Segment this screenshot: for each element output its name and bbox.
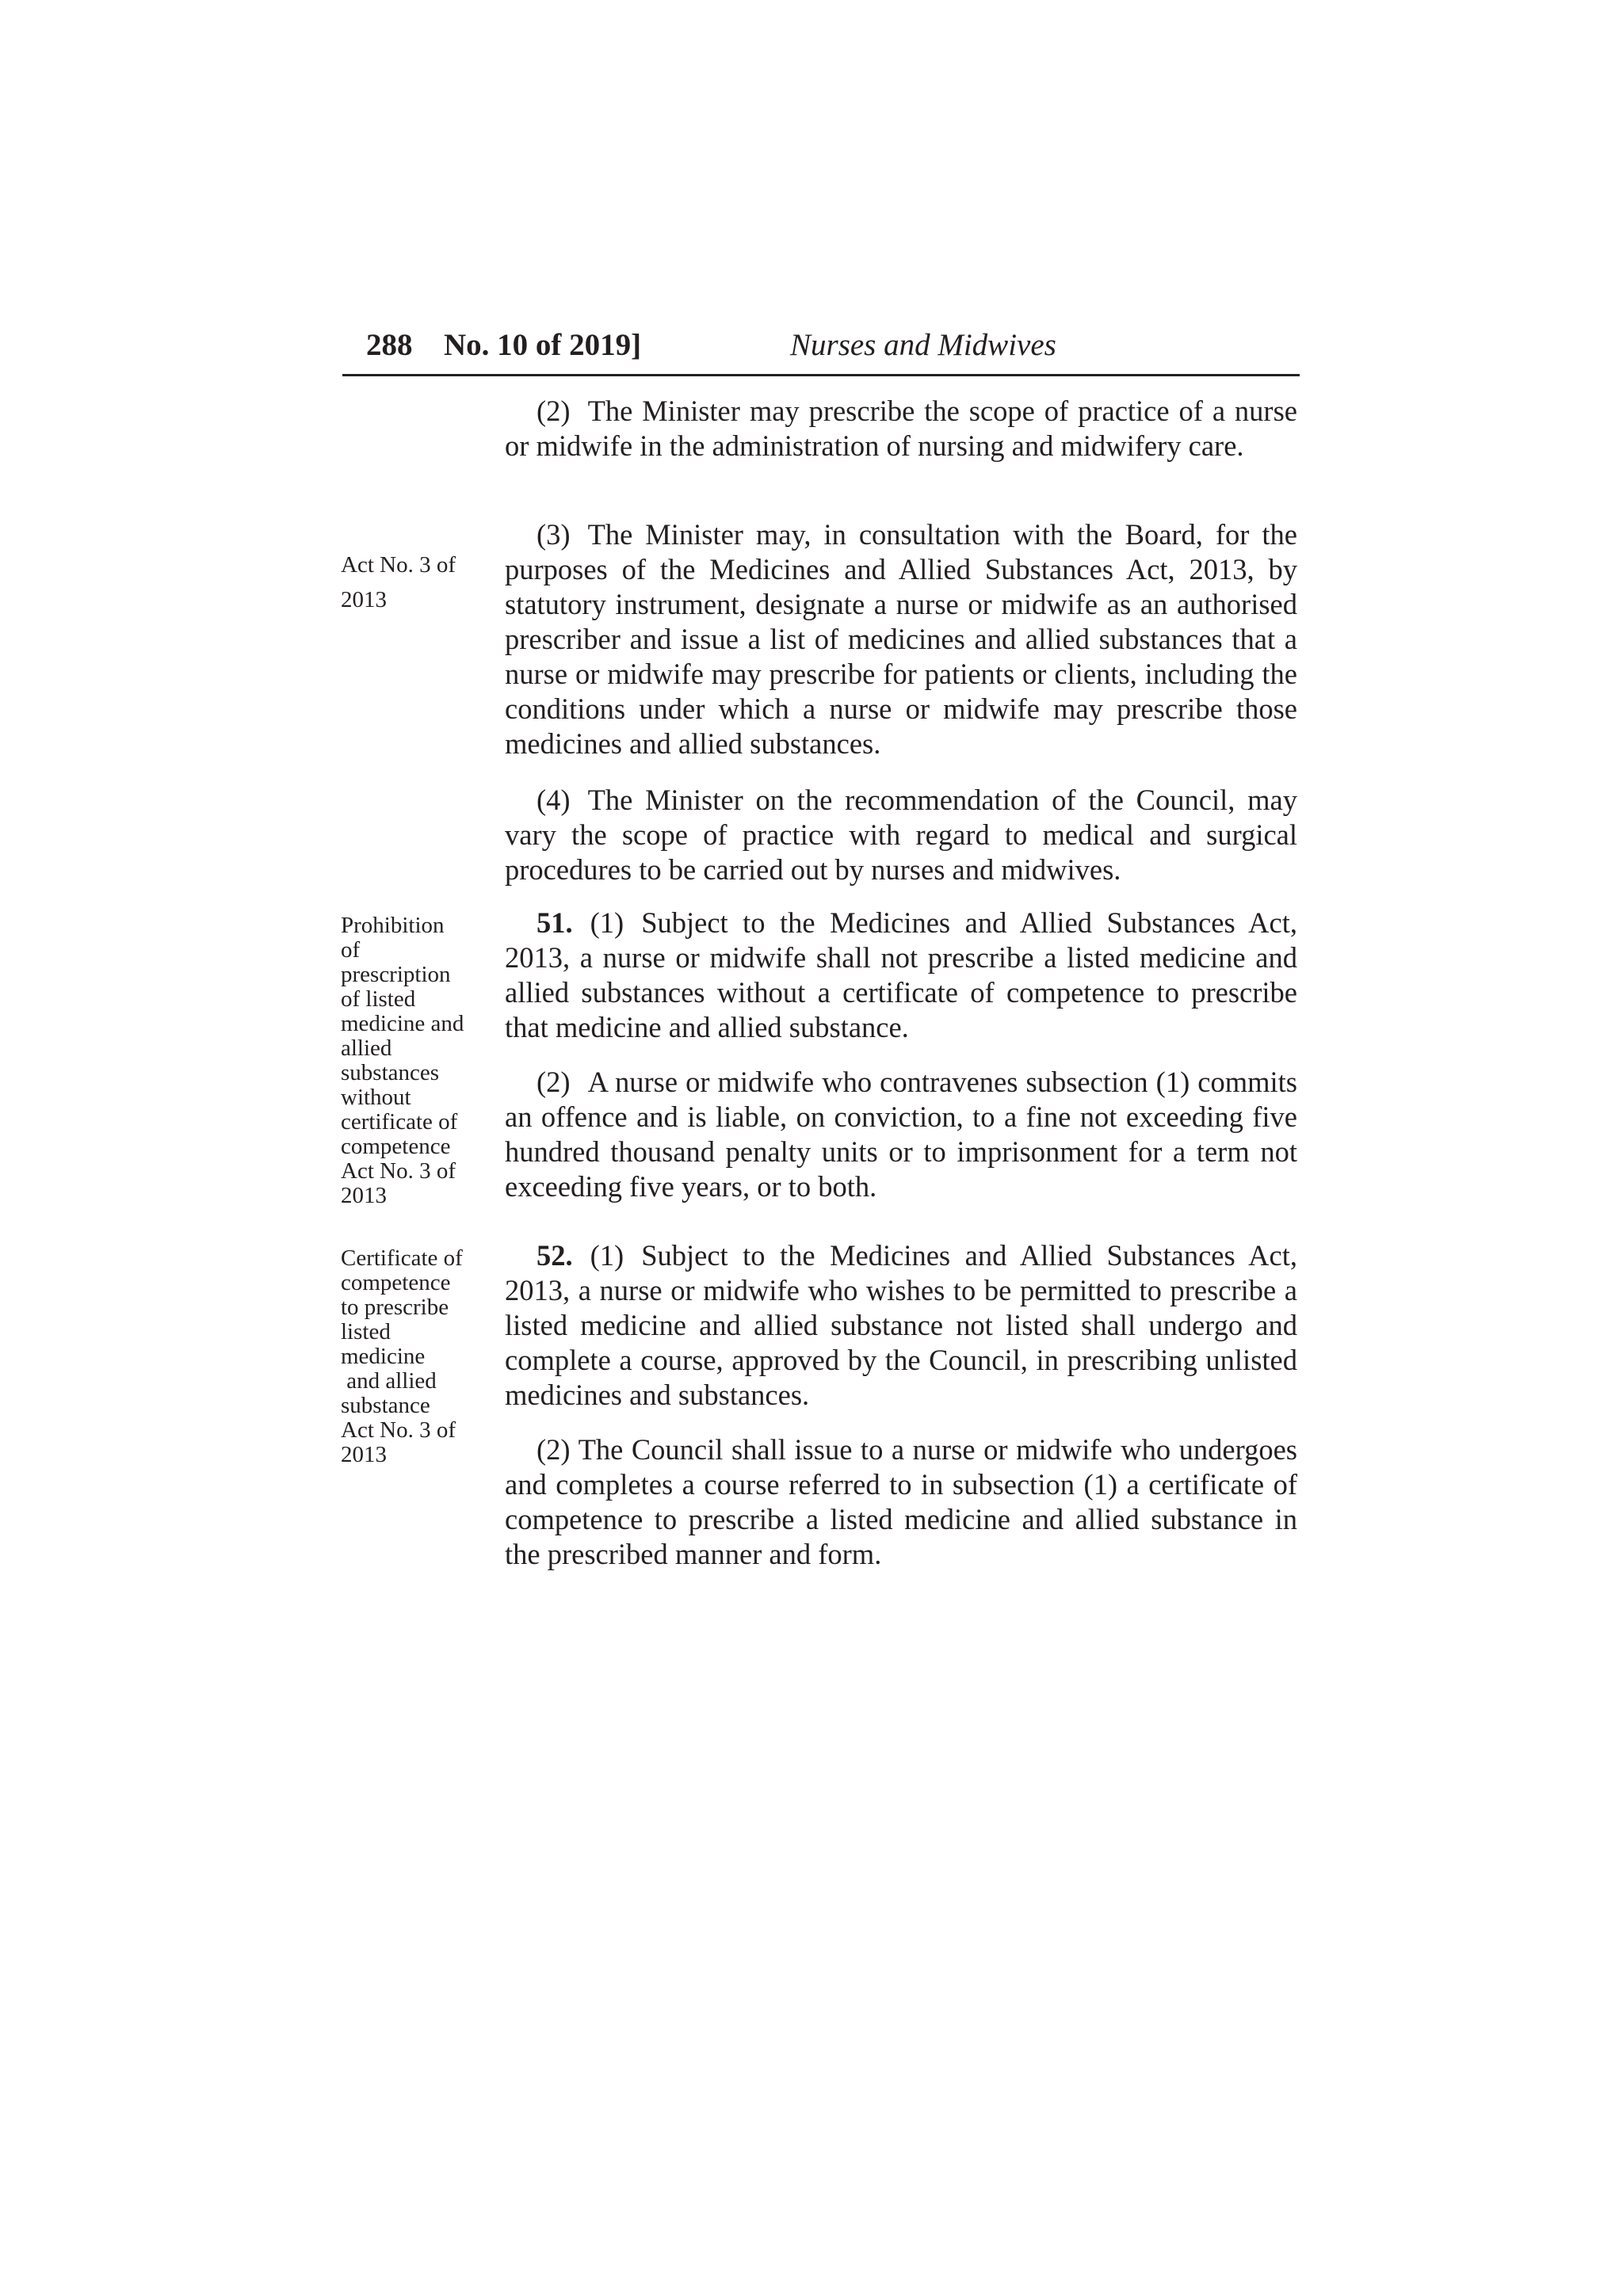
margin-note-line: substances xyxy=(341,1060,440,1085)
margin-note-line: of listed xyxy=(341,986,416,1012)
page-number: 288 xyxy=(366,328,413,362)
subsection-text: Subject to the Medicines and Allied Substances Act, 2013, a nurse or midwife shall not prescribe a listed medicine and allied substances without a certificate of competence to prescribe that medicine and allied substance. xyxy=(505,906,1297,1043)
margin-note-line: allied xyxy=(341,1035,392,1061)
subsection-text: A nurse or midwife who contravenes subsection (1) commits an offence and is liable, on conviction, to a fine not exceeding five hundred thousand penalty units or to imprisonment for a term not exceeding five years, or to both. xyxy=(505,1066,1297,1203)
margin-note-line: Prohibition xyxy=(341,913,445,938)
margin-note-line: substance xyxy=(341,1393,430,1418)
margin-note-line: to prescribe xyxy=(341,1295,449,1320)
margin-note-line: Act No. 3 of xyxy=(341,552,456,578)
margin-note-line: 2013 xyxy=(341,1442,387,1467)
subsection-text: The Minister on the recommendation of the Council, may vary the scope of practice with regard to medical and surgical procedures to be carried out by nurses and midwives. xyxy=(505,784,1297,886)
subsection-text: The Minister may, in consultation with the Board, for the purposes of the Medicines and Allied Substances Act, 2013, by statutory instrument, designate a nurse or midwife as an authorised prescriber and issue a list of medicines and allied substances that a nurse or midwife may prescribe for patients or clients, including the conditions under which a nurse or midwife may prescribe those medicines and allied substances. xyxy=(505,518,1297,760)
act-number: No. 10 of 2019] xyxy=(444,328,642,362)
section-52-subsection-2 xyxy=(505,1432,1297,1572)
margin-note-line: competence xyxy=(341,1134,451,1159)
margin-note-line: medicine xyxy=(341,1344,426,1369)
subsection-50-3 xyxy=(505,517,1297,761)
subsection-50-4 xyxy=(505,783,1297,887)
margin-note-section-51 xyxy=(341,913,479,1208)
section-51-subsection-1 xyxy=(505,906,1297,1045)
subsection-text: Subject to the Medicines and Allied Substances Act, 2013, a nurse or midwife who wishes to be permitted to prescribe a listed medicine and allied substance not listed shall undergo and complete a course, approved by the Council, in prescribing unlisted medicines and substances. xyxy=(505,1239,1297,1411)
margin-note-act-reference xyxy=(341,547,479,617)
margin-note-line: listed xyxy=(341,1319,391,1344)
margin-note-line: prescription xyxy=(341,962,451,987)
margin-note-line: Certificate of xyxy=(341,1245,463,1271)
margin-note-section-52 xyxy=(341,1246,479,1467)
subsection-50-2 xyxy=(505,394,1297,463)
section-number: 52. xyxy=(537,1239,573,1272)
subsection-number: (2) xyxy=(537,395,571,427)
section-number: 51. xyxy=(537,906,573,939)
section-52-subsection-1 xyxy=(505,1238,1297,1413)
margin-note-line: 2013 xyxy=(341,587,387,612)
subsection-number: (1) xyxy=(590,906,624,939)
margin-note-line: competence xyxy=(341,1270,451,1295)
margin-note-line: 2013 xyxy=(341,1183,387,1208)
subsection-number: (3) xyxy=(537,518,571,551)
running-title: Nurses and Midwives xyxy=(790,328,1056,362)
section-51-subsection-2 xyxy=(505,1065,1297,1204)
margin-note-line: and allied xyxy=(341,1368,437,1394)
subsection-text: The Minister may prescribe the scope of practice of a nurse or midwife in the administration of nursing and midwifery care. xyxy=(505,395,1297,462)
margin-note-line: Act No. 3 of xyxy=(341,1158,456,1184)
page-header xyxy=(342,323,1300,376)
subsection-number: (2) xyxy=(537,1433,571,1466)
subsection-number: (1) xyxy=(590,1239,624,1272)
margin-note-line: Act No. 3 of xyxy=(341,1417,456,1443)
margin-note-line: of xyxy=(341,937,361,963)
margin-note-line: medicine and xyxy=(341,1011,464,1036)
margin-note-line: without xyxy=(341,1085,411,1110)
subsection-text: The Council shall issue to a nurse or midwife who undergoes and completes a course referred to in subsection (1) a certificate of competence to prescribe a listed medicine and allied substance in the prescribed manner and form. xyxy=(505,1433,1297,1570)
subsection-number: (2) xyxy=(537,1066,571,1098)
margin-note-line: certificate of xyxy=(341,1109,458,1135)
subsection-number: (4) xyxy=(537,784,571,816)
